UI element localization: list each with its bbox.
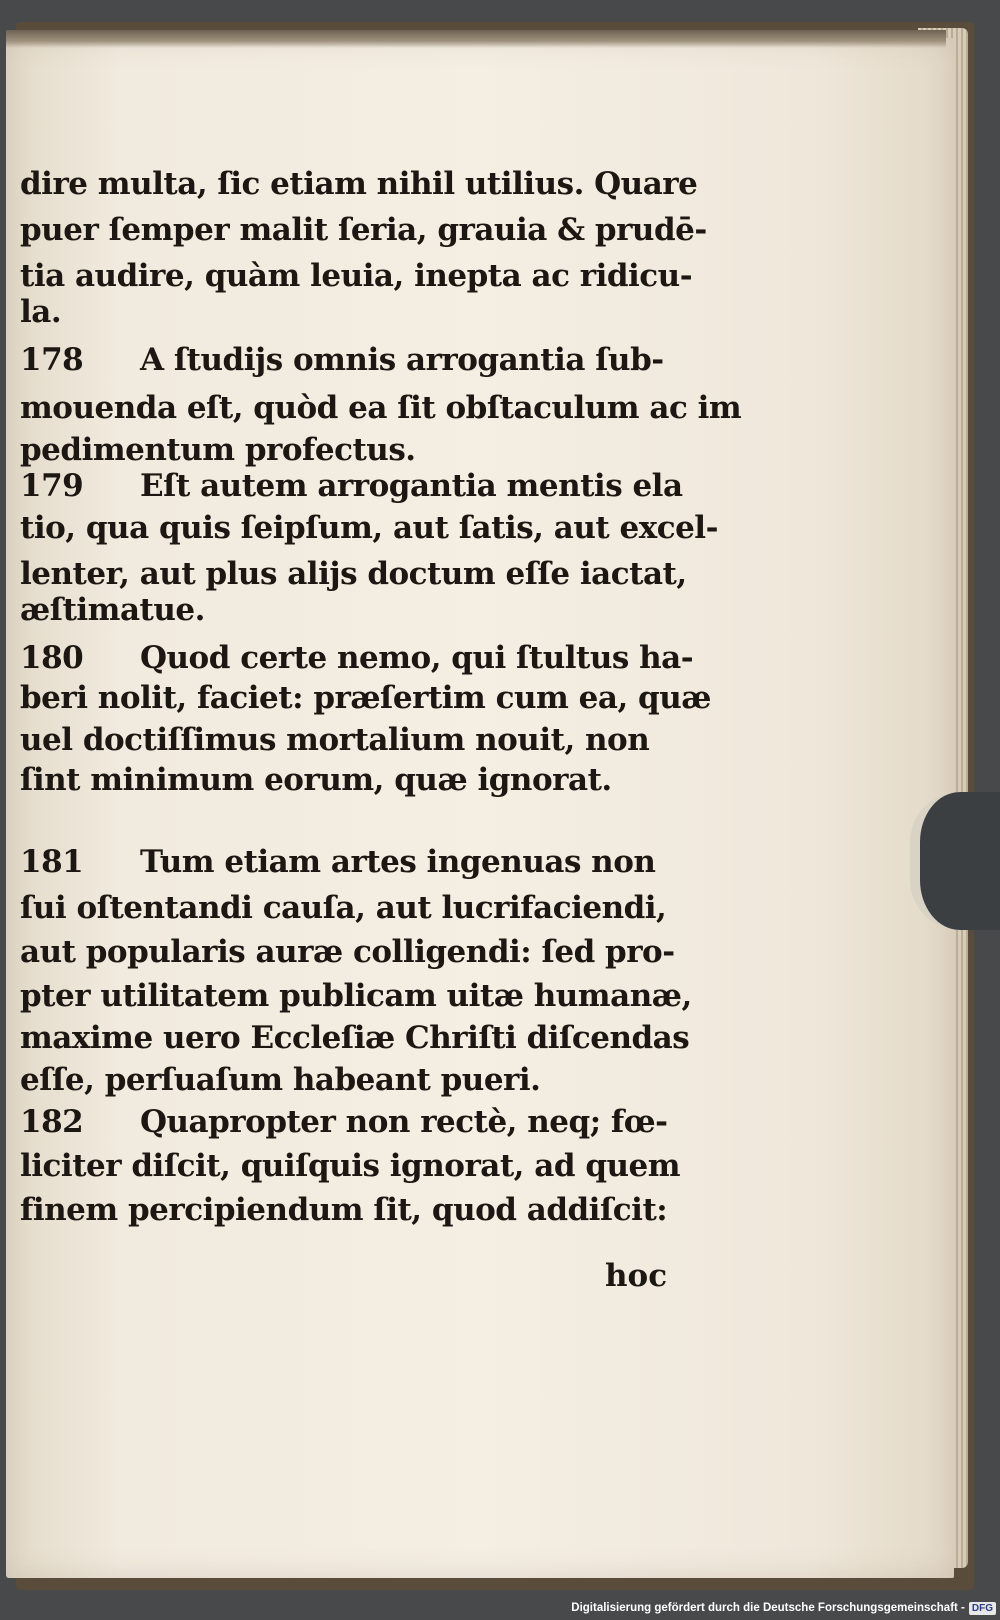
text-line: pedimentum profectus.	[20, 432, 416, 468]
text-line: la.	[20, 294, 62, 330]
page-clip-tab	[910, 792, 1000, 930]
paragraph-178	[20, 338, 664, 382]
text-line: beri nolit, faciet: præſertim cum ea, quæ	[20, 680, 711, 716]
text-line: tia audire, quàm leuia, inepta ac ridicu-	[20, 258, 693, 294]
text-line: mouenda eſt, quòd ea ſit obſtaculum ac im	[20, 390, 742, 426]
text-line: A ſtudijs omnis arrogantia ſub-	[140, 342, 664, 378]
text-line: tio, qua quis ſeipſum, aut ſatis, aut excel-	[20, 510, 718, 546]
paragraph-181	[20, 840, 655, 884]
paragraph-179	[20, 464, 683, 508]
text-line: ſui oſtentandi cauſa, aut lucrifaciendi,	[20, 890, 667, 926]
dfg-logo: DFG	[969, 1602, 996, 1615]
text-line: puer ſemper malit ſeria, grauia & prudē-	[20, 212, 707, 248]
text-line: ſint minimum eorum, quæ ignorat.	[20, 762, 612, 798]
text-line: liciter diſcit, quiſquis ignorat, ad quem	[20, 1148, 681, 1184]
text-line: Quapropter non rectè, neq; fœ-	[140, 1104, 668, 1140]
text-line: dire multa, ſic etiam nihil utilius. Quare	[20, 166, 698, 202]
text-line: Tum etiam artes ingenuas non	[140, 844, 656, 880]
digitization-credit	[571, 1598, 996, 1618]
catchword: hoc	[605, 1258, 668, 1294]
text-line: pter utilitatem publicam uitæ humanæ,	[20, 978, 692, 1014]
paragraph-number: 180	[20, 640, 84, 676]
paragraph-number: 181	[20, 844, 84, 880]
text-line: lenter, aut plus alijs doctum eſſe iactat,	[20, 556, 687, 592]
text-line: Eſt autem arrogantia mentis ela	[140, 468, 683, 504]
credit-text: Digitalisierung gefördert durch die Deutsche Forschungsgemeinschaft -	[571, 1602, 965, 1614]
text-line: eſſe, perſuaſum habeant pueri.	[20, 1062, 541, 1098]
text-line: æſtimatue.	[20, 592, 205, 628]
text-line: maxime uero Eccleſiæ Chriſti diſcendas	[20, 1020, 690, 1056]
paragraph-number: 178	[20, 342, 84, 378]
text-line: finem percipiendum ſit, quod addiſcit:	[20, 1192, 668, 1228]
text-line: aut popularis auræ colligendi: ſed pro-	[20, 934, 675, 970]
paragraph-number: 182	[20, 1104, 84, 1140]
paragraph-180	[20, 636, 693, 680]
text-line: Quod certe nemo, qui ſtultus ha-	[140, 640, 694, 676]
page-top-shadow	[6, 30, 946, 48]
paragraph-182	[20, 1100, 668, 1144]
text-line: uel doctiſſimus mortalium nouit, non	[20, 722, 650, 758]
paragraph-number: 179	[20, 468, 84, 504]
